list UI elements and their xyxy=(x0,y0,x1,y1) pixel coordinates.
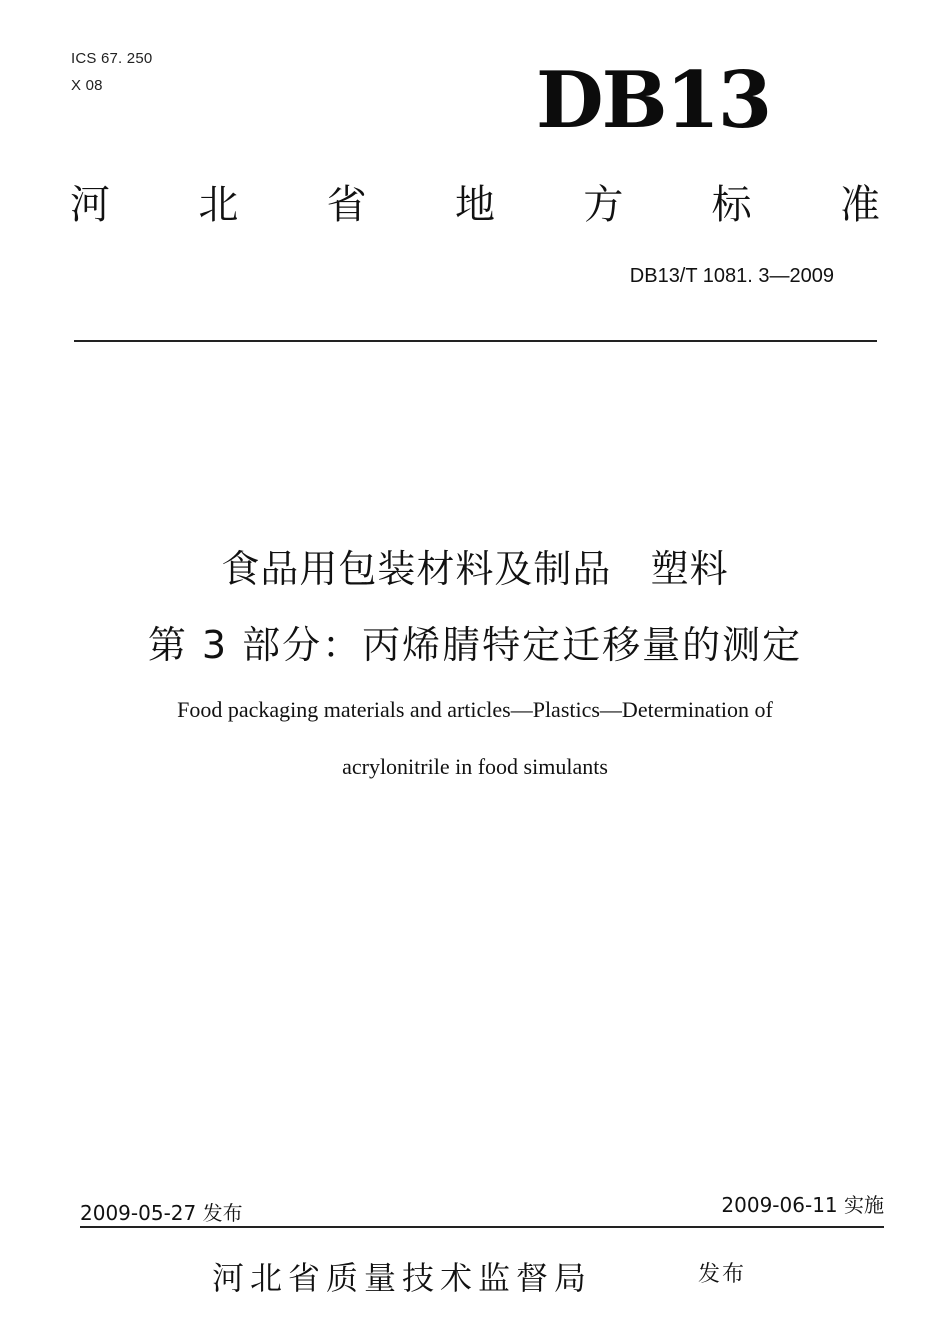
top-divider xyxy=(74,340,877,342)
title-char: 准 xyxy=(839,182,880,228)
standard-number: DB13/T 1081. 3—2009 xyxy=(629,265,834,287)
document-title-cn-line-2: 第 3 部分：丙烯腈特定迁移量的测定 xyxy=(147,623,803,667)
standard-logo: DB13 xyxy=(536,55,771,146)
ics-code: ICS 67. 250 xyxy=(71,50,153,67)
standard-type-title xyxy=(70,182,880,228)
title-char: 省 xyxy=(326,182,367,228)
document-title-en-line-2: acrylonitrile in food simulants xyxy=(342,754,608,779)
title-char: 标 xyxy=(711,182,752,228)
issue-date: 2009-05-27 发布 xyxy=(80,1201,243,1225)
implementation-date: 2009-06-11 实施 xyxy=(721,1193,884,1217)
bottom-divider xyxy=(80,1226,884,1228)
document-title-cn-line-1: 食品用包装材料及制品 塑料 xyxy=(221,547,729,591)
document-title-en-line-1: Food packaging materials and articles—Plastics—Determination of xyxy=(177,697,773,722)
classification-code: X 08 xyxy=(71,77,103,94)
title-char: 地 xyxy=(454,182,495,228)
title-char: 河 xyxy=(70,182,110,228)
title-char: 方 xyxy=(583,182,624,228)
title-char: 北 xyxy=(198,182,239,228)
issuing-authority: 河北省质量技术监督局 xyxy=(212,1259,593,1297)
issuing-label: 发布 xyxy=(698,1262,747,1287)
